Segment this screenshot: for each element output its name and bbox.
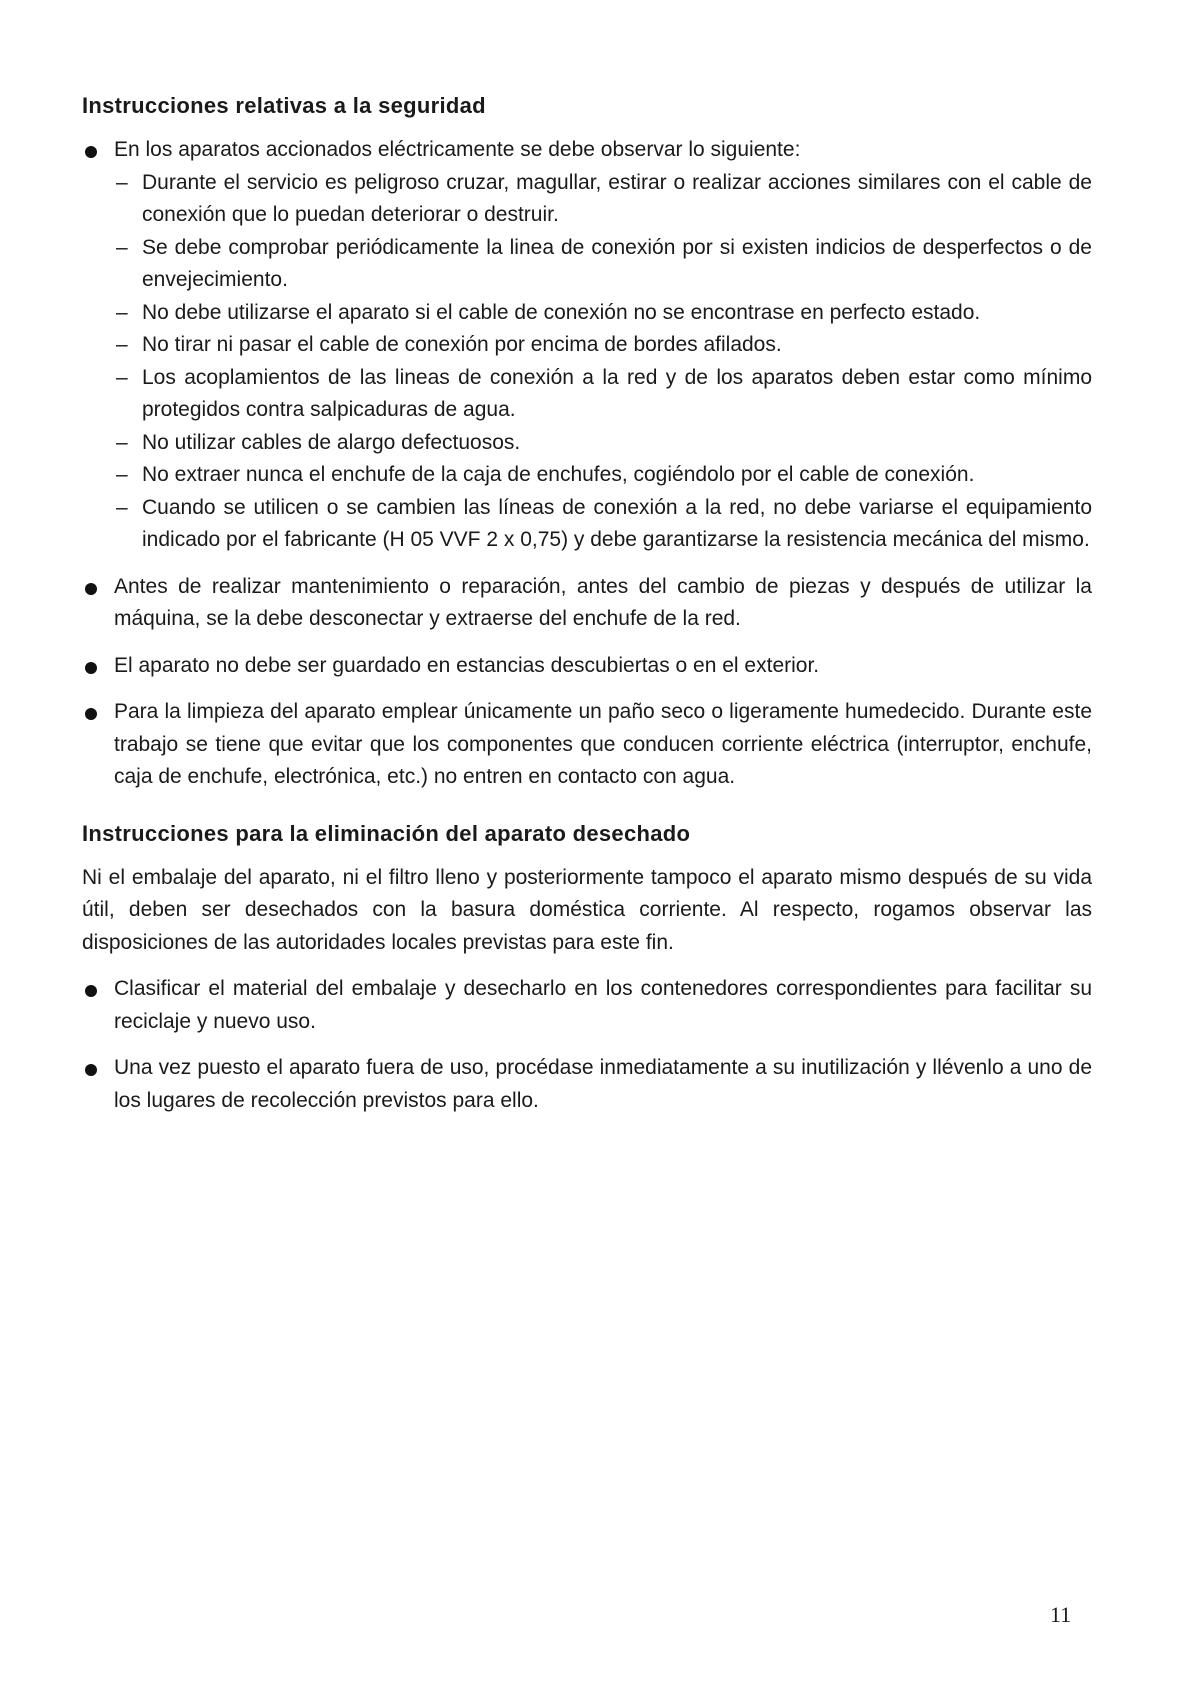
bullet-dot-icon — [85, 583, 97, 595]
sub-item-6 — [114, 427, 1092, 460]
page-number: 11 — [1050, 1602, 1072, 1627]
sub-item-7-text: No extraer nunca el enchufe de la caja de enchufes, cogiéndolo por el cable de conexión. — [142, 463, 975, 486]
electrical-sub-list — [114, 167, 1092, 557]
safety-bullet-1-text: En los aparatos accionados eléctricamente se debe observar lo siguiente: — [114, 138, 801, 161]
sub-item-1 — [114, 167, 1092, 232]
sub-item-8 — [114, 492, 1092, 557]
sub-item-7 — [114, 459, 1092, 492]
disposal-bullet-2 — [82, 1052, 1092, 1117]
sub-item-5 — [114, 362, 1092, 427]
sub-item-8-text: Cuando se utilicen o se cambien las líneas de conexión a la red, no debe variarse el equipamiento indicado por el fabricante (H 05 VVF 2 x 0,75) y debe garantizarse la resistencia mecánica del mismo. — [142, 495, 1092, 551]
safety-heading: Instrucciones relativas a la seguridad — [82, 93, 486, 118]
sub-item-4-text: No tirar ni pasar el cable de conexión por encima de bordes afilados. — [142, 333, 782, 356]
disposal-bullet-2-text: Una vez puesto el aparato fuera de uso, procédase inmediatamente a su inutilización y llévenlo a uno de los lugares de recolección previstos para ello. — [114, 1056, 1092, 1112]
disposal-bullet-list — [82, 973, 1092, 1117]
dash-icon: – — [116, 430, 128, 454]
disposal-bullet-1-text: Clasificar el material del embalaje y desecharlo en los contenedores correspondientes para facilitar su reciclaje y nuevo uso. — [114, 977, 1092, 1033]
disposal-heading: Instrucciones para la eliminación del aparato desechado — [82, 820, 691, 846]
safety-bullet-3 — [82, 650, 1092, 683]
disposal-bullet-1 — [82, 973, 1092, 1038]
sub-item-6-text: No utilizar cables de alargo defectuosos. — [142, 430, 521, 454]
safety-bullet-4 — [82, 696, 1092, 794]
sub-item-2-text: Se debe comprobar periódicamente la linea de conexión por si existen indicios de desperfectos o de envejecimiento. — [142, 235, 1092, 291]
sub-item-3 — [114, 297, 1092, 330]
safety-bullet-2-text: Antes de realizar mantenimiento o reparación, antes del cambio de piezas y después de utilizar la máquina, se la debe desconectar y extraerse del enchufe de la red. — [114, 574, 1092, 630]
safety-bullet-list — [82, 134, 1092, 794]
safety-bullet-2 — [82, 571, 1092, 636]
dash-icon: – — [116, 333, 128, 356]
sub-item-5-text: Los acoplamientos de las lineas de conexión a la red y de los aparatos deben estar como mínimo protegidos contra salpicaduras de agua. — [142, 365, 1092, 421]
disposal-paragraph: Ni el embalaje del aparato, ni el filtro lleno y posteriormente tampoco el aparato mismo después de su vida útil, deben ser desechados con la basura doméstica corriente. Al respecto, rogamos observar las disposiciones de las autoridades locales previstas para este fin. — [82, 865, 1092, 954]
sub-item-3-text: No debe utilizarse el aparato si el cable de conexión no se encontrase en perfecto estado. — [142, 300, 981, 324]
dash-icon: – — [116, 300, 128, 324]
dash-icon: – — [116, 495, 128, 519]
bullet-dot-icon — [85, 662, 97, 674]
sub-item-4 — [114, 329, 1092, 362]
dash-icon: – — [116, 463, 128, 486]
bullet-dot-icon — [85, 146, 97, 158]
bullet-dot-icon — [85, 985, 97, 997]
sub-item-1-text: Durante el servicio es peligroso cruzar, magullar, estirar o realizar acciones similares con el cable de conexión que lo puedan deteriorar o destruir. — [142, 170, 1092, 226]
safety-bullet-3-text: El aparato no debe ser guardado en estancias descubiertas o en el exterior. — [114, 653, 820, 677]
bullet-dot-icon — [85, 1064, 97, 1076]
sub-item-2 — [114, 232, 1092, 297]
dash-icon: – — [116, 235, 128, 259]
bullet-dot-icon — [85, 708, 97, 720]
document-page — [82, 92, 1092, 1117]
safety-bullet-4-text: Para la limpieza del aparato emplear únicamente un paño seco o ligeramente humedecido. Durante este trabajo se tiene que evitar que los componentes que conducen corriente eléctrica (interruptor, enchufe, caja de enchufe, electrónica, etc.) no entren en contacto con agua. — [114, 700, 1092, 788]
dash-icon: – — [116, 365, 128, 389]
safety-bullet-1 — [82, 134, 1092, 557]
dash-icon: – — [116, 170, 128, 194]
